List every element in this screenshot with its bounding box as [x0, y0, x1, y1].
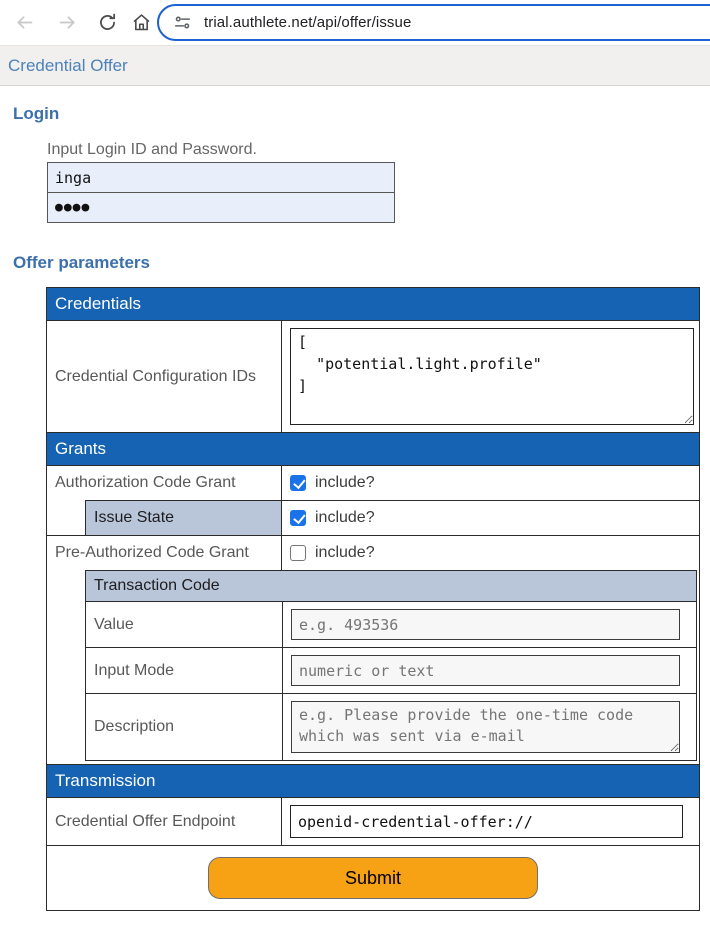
section-header-credentials: Credentials	[47, 288, 699, 320]
password-input[interactable]	[47, 192, 395, 223]
credential-config-ids-label: Credential Configuration IDs	[55, 367, 256, 385]
transaction-code-input-mode-row	[86, 647, 696, 693]
reload-icon[interactable]	[97, 12, 118, 33]
value-input[interactable]	[291, 609, 680, 640]
login-id-input[interactable]	[47, 162, 395, 193]
indent-gutter	[47, 500, 85, 535]
login-box	[47, 162, 395, 223]
pre-authorized-code-grant-row	[47, 535, 699, 570]
value-label: Value	[94, 615, 134, 633]
authorization-code-include-checkbox[interactable]	[290, 475, 306, 491]
description-textarea[interactable]	[291, 701, 680, 753]
include-label: include?	[315, 544, 375, 561]
issue-state-label: Issue State	[85, 500, 281, 535]
url-text[interactable]: trial.authlete.net/api/offer/issue	[204, 14, 412, 31]
transaction-code-section	[47, 570, 699, 764]
credential-offer-endpoint-input[interactable]	[290, 805, 683, 838]
transaction-code-value-row	[86, 601, 696, 647]
pre-authorized-include-checkbox[interactable]	[290, 545, 306, 561]
home-icon[interactable]	[131, 12, 152, 33]
transaction-code-description-row	[86, 693, 696, 760]
input-mode-input[interactable]	[291, 655, 680, 686]
section-header-grants: Grants	[47, 432, 699, 465]
page-title: Credential Offer	[8, 55, 128, 75]
offer-parameters-table	[46, 287, 700, 911]
credential-config-ids-row	[47, 320, 699, 432]
indent-gutter	[47, 570, 85, 764]
back-icon[interactable]	[14, 12, 35, 33]
include-label: include?	[315, 509, 375, 526]
credential-offer-endpoint-row	[47, 797, 699, 845]
authorization-code-grant-row	[47, 465, 699, 500]
description-label: Description	[94, 718, 175, 735]
section-header-transmission: Transmission	[47, 764, 699, 797]
login-heading: Login	[13, 104, 60, 123]
input-mode-label: Input Mode	[94, 661, 175, 679]
authorization-code-grant-label: Authorization Code Grant	[55, 474, 236, 491]
browser-toolbar	[0, 0, 710, 45]
page-banner	[0, 45, 710, 86]
login-instruction: Input Login ID and Password.	[47, 141, 257, 158]
credential-offer-endpoint-label: Credential Offer Endpoint	[55, 812, 236, 830]
pre-authorized-code-grant-label: Pre-Authorized Code Grant	[55, 544, 249, 561]
credential-config-ids-textarea[interactable]	[290, 328, 694, 425]
issue-state-include-checkbox[interactable]	[290, 510, 306, 526]
submit-row	[47, 845, 699, 910]
transaction-code-subtable	[85, 570, 697, 761]
offer-parameters-heading: Offer parameters	[13, 253, 151, 272]
issue-state-row	[47, 500, 699, 535]
site-settings-icon[interactable]	[174, 14, 191, 31]
transaction-code-header: Transaction Code	[86, 571, 696, 601]
address-bar[interactable]	[157, 4, 710, 41]
include-label: include?	[315, 474, 375, 491]
submit-button[interactable]: Submit	[208, 857, 538, 899]
forward-icon[interactable]	[57, 12, 78, 33]
